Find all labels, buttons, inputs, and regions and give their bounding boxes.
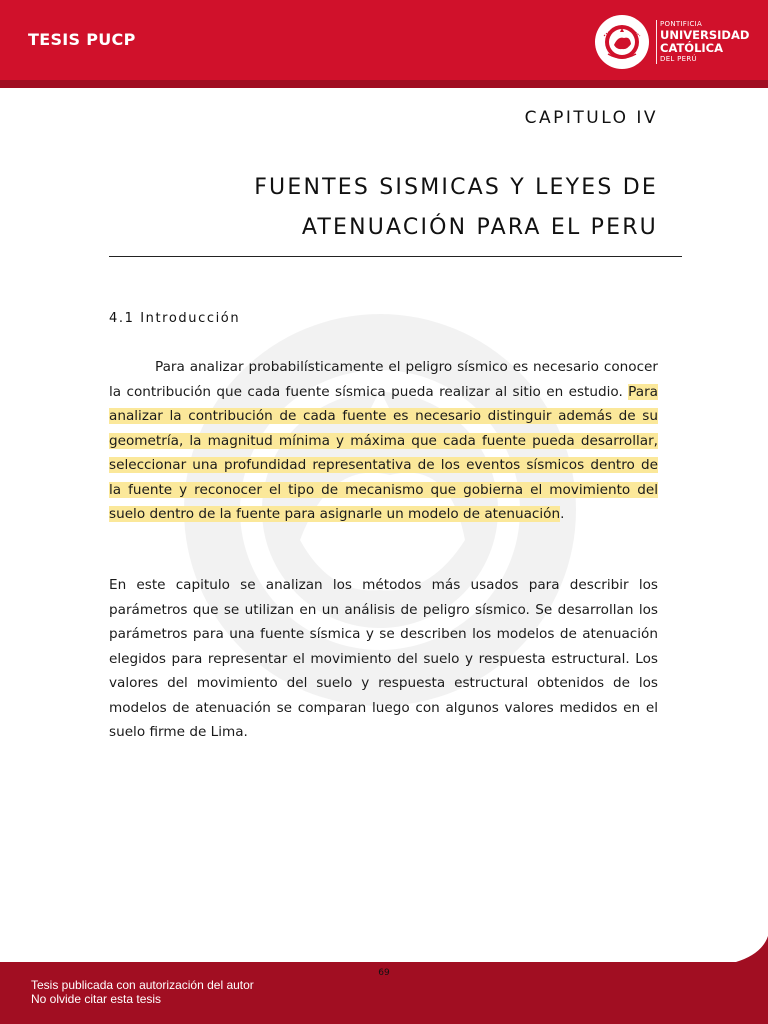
footer-text-authorization: Tesis publicada con autorización del autor [31, 978, 254, 992]
chapter-title-line-2: ATENUACIÓN PARA EL PERU [301, 215, 658, 240]
paragraph-intro [109, 355, 658, 527]
page-number: 69 [378, 968, 390, 978]
section-heading: 4.1 Introducción [109, 311, 241, 326]
chapter-label: CAPITULO IV [524, 108, 658, 128]
header-stripe [0, 80, 768, 88]
logo-divider [656, 20, 657, 64]
highlighted-text: Para analizar la contribución de cada fuente es necesario distinguir además de su geometría, la magnitud mínima y máxima que cada fuente pueda desarrollar, seleccionar una profundidad representativa de los eventos sísmicos dentro de la fuente y reconocer el tipo de mecanismo que gobierna el movimiento del suelo dentro de la fuente para asignarle un modelo de atenuación [109, 383, 658, 522]
logo-text-line-2: UNIVERSIDAD [660, 28, 750, 42]
chapter-title [138, 168, 658, 248]
university-logo[interactable] [594, 14, 754, 70]
paragraph-methods: En este capitulo se analizan los métodos más usados para describir los parámetros que se utilizan en un análisis de peligro sísmico. Se desarrollan los parámetros para una fuente sísmica y se describen los modelos de atenuación elegidos para representar el movimiento del suelo y respuesta estructural. Los valores del movimiento del suelo y respuesta estructural obtenidos de los modelos de atenuación se comparan luego con algunos valores medidos en el suelo firme de Lima. [109, 577, 658, 740]
logo-text-line-4: DEL PERÚ [660, 55, 697, 63]
university-seal-icon [594, 14, 650, 70]
paragraph-text-end: . [560, 506, 565, 522]
chapter-title-line-1: FUENTES SISMICAS Y LEYES DE [254, 175, 658, 200]
brand-title[interactable]: TESIS PUCP [28, 30, 136, 49]
paragraph-text: Para analizar probabilísticamente el peligro sísmico es necesario conocer la contribución que cada fuente sísmica pueda realizar al sitio en estudio. [109, 359, 658, 400]
logo-text-line-3: CATÓLICA [660, 41, 724, 55]
logo-text-line-1: PONTIFICIA [660, 20, 703, 28]
title-divider [109, 256, 682, 257]
footer-text-cite: No olvide citar esta tesis [31, 992, 162, 1006]
